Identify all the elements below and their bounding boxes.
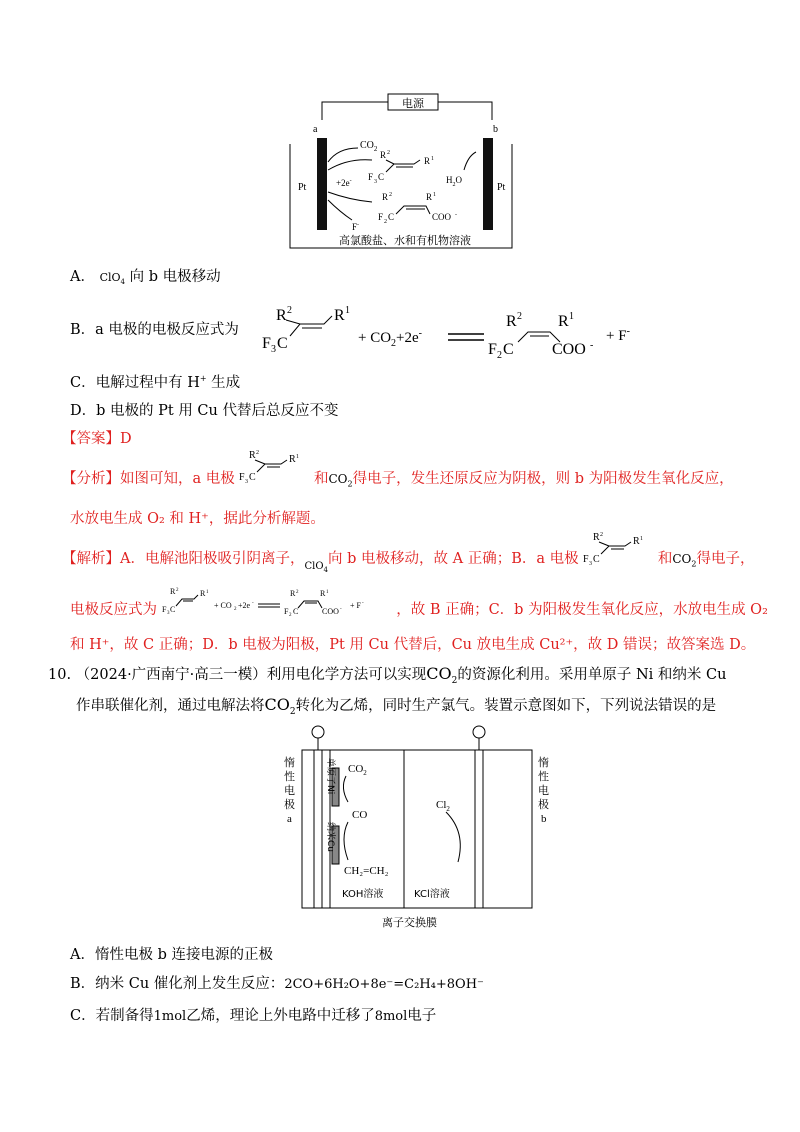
svg-text:F: F bbox=[239, 472, 245, 483]
electrode-a-plate bbox=[314, 750, 322, 908]
svg-text:2: 2 bbox=[389, 192, 392, 198]
svg-text:惰: 惰 bbox=[284, 757, 295, 769]
koh-label: KOH溶液 bbox=[342, 889, 384, 900]
option-c-b: 乙烯，理论上外电路中迁移了 bbox=[186, 1008, 375, 1024]
q10-option-a: A．惰性电极 b 连接电源的正极 bbox=[70, 947, 273, 963]
svg-text:2: 2 bbox=[384, 219, 387, 225]
option-a-text: 向 b 电极移动 bbox=[129, 269, 221, 285]
svg-text:-: - bbox=[251, 601, 254, 606]
solution-label: 高氯酸盐、水和有机物溶液 bbox=[339, 234, 471, 247]
svg-text:1: 1 bbox=[569, 311, 574, 322]
arrow-product bbox=[328, 192, 372, 202]
svg-text:a: a bbox=[287, 813, 292, 825]
power-label: 电源 bbox=[402, 97, 424, 110]
ethylene-label: CH₂=CH₂ bbox=[344, 865, 389, 877]
q10-option-c bbox=[70, 1004, 436, 1025]
explain-alkene bbox=[583, 530, 653, 568]
q9-option-d: D．b 电极的 Pt 用 Cu 代替后总反应不变 bbox=[70, 403, 339, 419]
q10-stem-line-1 bbox=[48, 663, 726, 686]
svg-text:COO: COO bbox=[552, 341, 586, 358]
co-label: CO bbox=[352, 809, 368, 821]
svg-text:性: 性 bbox=[284, 771, 295, 783]
q10-line1-a: （2024·广西南宁·高三一模）利用电化学方法可以实现 bbox=[75, 667, 427, 683]
svg-text:2: 2 bbox=[287, 305, 292, 316]
svg-text:2: 2 bbox=[175, 588, 179, 593]
explain-tail: 得电子， bbox=[696, 551, 755, 567]
right-electrode-label bbox=[538, 755, 549, 825]
svg-text:R: R bbox=[424, 156, 431, 166]
explain-mid: 向 b 电极移动，故 A 正确；B．a 电极 bbox=[328, 551, 579, 567]
explain-line-1 bbox=[62, 532, 755, 574]
svg-text:1: 1 bbox=[431, 156, 434, 162]
svg-text:R: R bbox=[319, 589, 325, 598]
svg-text:R: R bbox=[249, 450, 257, 461]
membrane-label: 离子交换膜 bbox=[382, 916, 437, 929]
svg-text:R: R bbox=[334, 307, 345, 324]
svg-text:C: C bbox=[169, 605, 175, 614]
svg-text:电: 电 bbox=[538, 785, 549, 797]
svg-text:1: 1 bbox=[640, 536, 644, 542]
option-c-a: C．若制备得 bbox=[70, 1008, 154, 1024]
q10-stem-line-2 bbox=[76, 694, 716, 717]
q10-option-b bbox=[70, 972, 484, 993]
explain2-head: 电极反应式为 bbox=[70, 602, 157, 618]
explain-co2: $CO_2$ bbox=[672, 552, 697, 569]
clo4-ion: ClO$_4$ bbox=[99, 271, 126, 287]
left-electrode-label bbox=[284, 755, 295, 825]
analysis-alkene bbox=[239, 448, 309, 486]
terminal-a bbox=[312, 726, 324, 738]
pt-left-label: Pt bbox=[298, 182, 307, 193]
q10-line2-b: 转化为乙烯，同时生产氯气。装置示意图如下，下列说法错误的是 bbox=[295, 698, 717, 714]
h2o-text: $H_2O$ bbox=[446, 175, 462, 188]
svg-text:R: R bbox=[382, 192, 389, 202]
svg-text:2: 2 bbox=[288, 613, 292, 618]
svg-text:COO: COO bbox=[432, 212, 452, 222]
option-letter: A． bbox=[70, 269, 95, 285]
svg-text:极: 极 bbox=[284, 799, 295, 811]
svg-text:2: 2 bbox=[517, 311, 522, 322]
svg-text:1: 1 bbox=[433, 192, 436, 198]
explain-line-3: 和 H⁺，故 C 正确；D．b 电极为阳极，Pt 用 Cu 代替后，Cu 放电生成 Cu²⁺，故 D 错误；故答案选 D。 bbox=[70, 637, 756, 653]
svg-text:R: R bbox=[289, 589, 295, 598]
q10-co2: $CO_2$ bbox=[426, 664, 458, 687]
electrode-b bbox=[483, 138, 493, 230]
explain-line-2 bbox=[70, 587, 768, 620]
q10-co2-2: $CO_2$ bbox=[264, 695, 296, 718]
svg-text:+2e: +2e bbox=[237, 601, 250, 610]
svg-text:+ CO: + CO bbox=[213, 601, 232, 610]
product-acid bbox=[378, 192, 457, 225]
svg-text:F: F bbox=[378, 212, 384, 222]
cl2-label: $Cl_2$ bbox=[436, 799, 450, 813]
svg-text:C: C bbox=[388, 212, 395, 222]
answer-line: 【答案】D bbox=[62, 431, 132, 447]
arrow-cl2 bbox=[446, 812, 460, 862]
svg-text:1: 1 bbox=[205, 590, 209, 595]
q10-line2-a: 作串联催化剂，通过电解法将 bbox=[76, 698, 265, 714]
option-c-text: C．电解过程中有 H bbox=[70, 375, 200, 391]
svg-text:R: R bbox=[380, 150, 387, 160]
terminal-b bbox=[473, 726, 485, 738]
option-b-equation: 2CO+6H₂O+8e⁻=C₂H₄+8OH⁻ bbox=[284, 977, 484, 992]
electrode-a-label: a bbox=[313, 124, 318, 135]
svg-text:3: 3 bbox=[374, 179, 377, 185]
f-minus-text: F- bbox=[352, 222, 360, 232]
figure-co2-reduction-cell bbox=[270, 722, 560, 932]
explain-and: 和 bbox=[657, 551, 673, 567]
svg-text:3: 3 bbox=[245, 479, 249, 485]
svg-text:1: 1 bbox=[345, 305, 350, 316]
cu-label: 纳米Cu bbox=[325, 822, 335, 852]
option-letter: B． bbox=[70, 322, 96, 338]
analysis-line-2: 水放电生成 O₂ 和 H⁺，据此分析解题。 bbox=[70, 511, 325, 527]
svg-text:F: F bbox=[161, 605, 167, 614]
analysis-and: 和 bbox=[313, 471, 329, 487]
q9-option-c: C．电解过程中有 H+ 生成 bbox=[70, 374, 241, 391]
electrode-b-plate bbox=[475, 750, 483, 908]
svg-text:+ F-: + F- bbox=[606, 326, 630, 344]
option-c-mol1: 1mol bbox=[153, 1009, 187, 1024]
svg-text:C: C bbox=[593, 554, 600, 565]
option-b-head: B．纳米 Cu 催化剂上发生反应： bbox=[70, 976, 285, 992]
arrow-co2 bbox=[328, 148, 358, 162]
svg-text:R: R bbox=[633, 536, 640, 547]
electrode-b-label: b bbox=[493, 124, 498, 135]
svg-text:3: 3 bbox=[271, 344, 276, 355]
svg-text:F: F bbox=[283, 607, 289, 616]
option-c-mol2: 8mol bbox=[374, 1009, 408, 1024]
arrow-h2o bbox=[464, 152, 476, 170]
svg-text:C: C bbox=[378, 172, 385, 182]
explain-clo4: ClO4 bbox=[304, 561, 329, 574]
svg-text:+ F: + F bbox=[349, 601, 361, 610]
analysis-tail: 得电子，发生还原反应为阴极，则 b 为阳极发生氧化反应， bbox=[352, 471, 734, 487]
svg-text:2: 2 bbox=[600, 532, 604, 538]
svg-text:3: 3 bbox=[589, 561, 593, 567]
svg-text:R: R bbox=[558, 313, 569, 330]
analysis-co2: $CO_2$ bbox=[328, 472, 353, 489]
svg-text:C: C bbox=[277, 335, 288, 352]
ni-label: 单原子Ni bbox=[325, 758, 335, 795]
question-number: 10. bbox=[48, 667, 72, 683]
svg-text:F: F bbox=[488, 341, 497, 358]
svg-text:1: 1 bbox=[325, 590, 329, 595]
svg-text:3: 3 bbox=[166, 611, 170, 616]
electrode-a bbox=[317, 138, 327, 230]
svg-text:电: 电 bbox=[284, 785, 295, 797]
svg-text:2: 2 bbox=[256, 450, 260, 456]
svg-text:R: R bbox=[593, 532, 600, 543]
svg-text:1: 1 bbox=[296, 454, 300, 460]
svg-text:2: 2 bbox=[497, 350, 502, 358]
svg-text:COO: COO bbox=[321, 607, 339, 616]
explain2-tail: ，故 B 正确；C．b 为阳极发生氧化反应，水放电生成 O₂ bbox=[396, 602, 768, 618]
svg-text:R: R bbox=[169, 587, 175, 596]
option-c-tail: 生成 bbox=[206, 375, 241, 391]
plus2e-text: +2e- bbox=[336, 178, 352, 188]
svg-text:性: 性 bbox=[538, 771, 549, 783]
svg-text:C: C bbox=[249, 472, 257, 483]
svg-text:b: b bbox=[541, 813, 547, 825]
svg-text:R: R bbox=[506, 313, 517, 330]
wire-left bbox=[322, 102, 388, 120]
svg-text:R: R bbox=[289, 454, 297, 465]
co2-label: $CO_2$ bbox=[348, 763, 367, 777]
svg-text:2: 2 bbox=[295, 590, 299, 595]
svg-text:R: R bbox=[276, 307, 287, 324]
svg-text:-: - bbox=[455, 212, 457, 218]
kcl-label: KCl溶液 bbox=[414, 889, 450, 900]
q10-line1-b: 的资源化利用。采用单原子 Ni 和纳米 Cu bbox=[457, 667, 727, 683]
svg-text:R: R bbox=[199, 589, 205, 598]
svg-text:C: C bbox=[292, 607, 298, 616]
arrow-co-ethylene bbox=[344, 822, 348, 860]
svg-text:惰: 惰 bbox=[538, 757, 549, 769]
pt-right-label: Pt bbox=[497, 182, 506, 193]
q9-option-b bbox=[70, 318, 239, 339]
svg-text:极: 极 bbox=[538, 799, 549, 811]
svg-text:F: F bbox=[262, 335, 271, 352]
option-c-c: 电子 bbox=[407, 1008, 437, 1024]
svg-text:2: 2 bbox=[233, 607, 237, 612]
svg-text:-: - bbox=[590, 340, 594, 351]
explain-head: 【解析】A．电解池阳极吸引阴离子， bbox=[62, 551, 305, 567]
svg-text:-: - bbox=[361, 601, 364, 606]
analysis-line-1 bbox=[62, 450, 734, 489]
svg-text:2: 2 bbox=[387, 150, 390, 156]
arrow-f bbox=[328, 200, 352, 220]
svg-text:C: C bbox=[503, 341, 514, 358]
reactant-alkene bbox=[368, 150, 434, 185]
equation-b bbox=[262, 298, 642, 358]
wire-right bbox=[438, 102, 492, 120]
arrow-co2-co bbox=[343, 776, 348, 802]
svg-text:+ CO2+2e-: + $CO_2+2e^-$ bbox=[358, 328, 423, 349]
co2-text: $CO_2$ bbox=[360, 140, 378, 153]
option-b-text: a 电极的电极反应式为 bbox=[95, 322, 239, 338]
explain-equation bbox=[162, 584, 392, 620]
analysis-head: 【分析】如图可知，a 电极 bbox=[62, 471, 235, 487]
arrow-alkene bbox=[328, 160, 372, 170]
q9-option-a bbox=[70, 265, 221, 286]
svg-text:F: F bbox=[368, 172, 374, 182]
svg-text:-: - bbox=[339, 607, 342, 612]
svg-text:R: R bbox=[426, 192, 433, 202]
figure-electrolysis-cell bbox=[280, 92, 520, 252]
svg-text:F: F bbox=[583, 554, 589, 565]
